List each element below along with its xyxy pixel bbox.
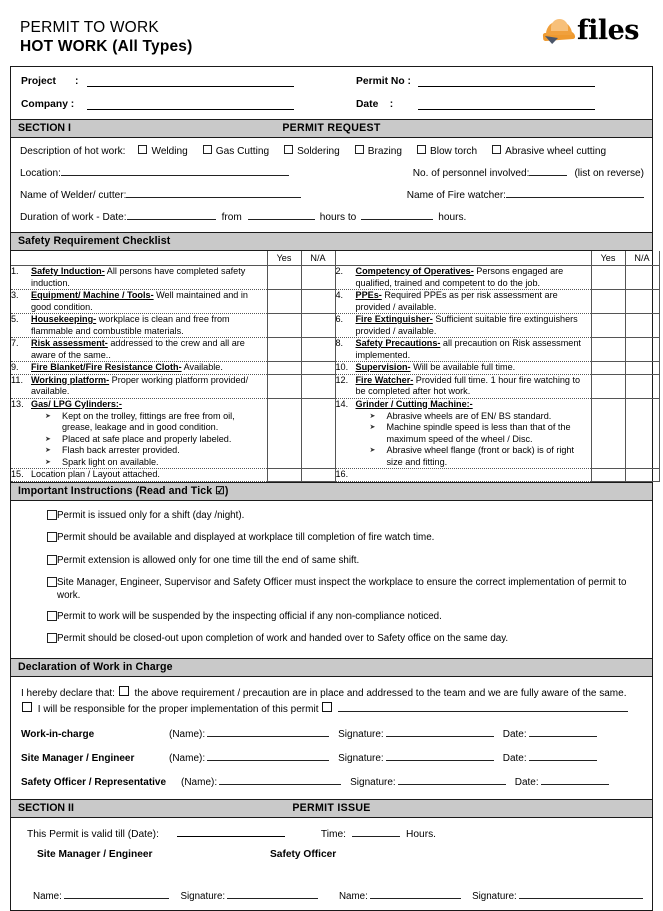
checkbox-icon[interactable] [417, 145, 426, 154]
checklist-yes-right-7[interactable] [591, 469, 625, 482]
name-label: (Name): [169, 752, 206, 764]
safety-officer-date-input[interactable] [541, 774, 609, 785]
header-blank-left [11, 251, 267, 266]
item-number: 12. [335, 374, 349, 385]
instruction-checkbox[interactable] [21, 633, 57, 648]
item-text [356, 399, 589, 469]
duration-row [20, 209, 644, 223]
fire-watcher-name-input[interactable] [506, 187, 644, 198]
checklist-na-left-5[interactable] [301, 374, 335, 398]
work-type-blow-torch[interactable] [417, 145, 477, 157]
personnel-label: No. of personnel involved: [412, 168, 530, 179]
checklist-yes-left-4[interactable] [267, 362, 301, 375]
issue-safety-officer-signature-input[interactable] [519, 888, 643, 899]
work-type-label: Brazing [367, 146, 402, 157]
item-keyword: Risk assessment- [31, 338, 108, 348]
checklist-na-right-0[interactable] [625, 266, 659, 290]
item-keyword: Working platform- [31, 374, 110, 385]
role-site-manager-engineer: Site Manager / Engineer [37, 848, 153, 860]
checkbox-icon[interactable] [22, 702, 32, 712]
section-1-title: PERMIT REQUEST [282, 122, 381, 134]
safety-officer-name-input[interactable] [219, 774, 341, 785]
checklist-item-right-0 [335, 266, 591, 290]
checklist-item-right-3 [335, 338, 591, 362]
item-number: 1. [11, 266, 19, 276]
instruction-item [21, 611, 642, 626]
checklist-item-left-4 [11, 362, 267, 375]
date-label: Date: [514, 776, 539, 788]
item-number: 2. [335, 266, 344, 276]
safety-officer-signature-input[interactable] [398, 774, 506, 785]
name-label: (Name): [169, 728, 206, 740]
project-label: Project [21, 76, 56, 87]
checklist-item-left-2 [11, 314, 267, 338]
signature-label: Signature: [180, 890, 226, 902]
checkbox-icon[interactable] [138, 145, 147, 154]
permit-form [10, 66, 653, 911]
description-label: Description of hot work: [20, 146, 126, 157]
checklist-item-right-6 [335, 398, 591, 469]
duration-label: Duration of work - Date: [20, 212, 127, 223]
item-number: 16. [335, 469, 349, 480]
brand-logo [542, 16, 639, 46]
name-label: (Name): [181, 776, 218, 788]
signature-label: Signature: [472, 890, 517, 902]
project-colon: : [75, 76, 79, 87]
item-keyword: Competency of Operatives- [355, 266, 474, 276]
site-manager-date-input[interactable] [529, 750, 597, 761]
company-label: Company : [21, 99, 75, 110]
item-number: 5. [11, 314, 19, 324]
checklist-yes-left-0[interactable] [267, 266, 301, 290]
role-label: Safety Officer / Representative [21, 776, 167, 788]
checklist-na-right-2[interactable] [625, 314, 659, 338]
duration-hours-label: hours. [438, 212, 467, 223]
work-in-charge-date-input[interactable] [529, 726, 597, 737]
hot-work-types-row [20, 145, 644, 157]
checklist-yes-left-5[interactable] [267, 374, 301, 398]
checklist-na-left-3[interactable] [301, 338, 335, 362]
checkbox-icon[interactable] [284, 145, 293, 154]
checklist-na-left-4[interactable] [301, 362, 335, 375]
instruction-item [21, 577, 642, 602]
permit-request-body [11, 138, 652, 232]
item-text: Housekeeping- workplace is clean and free from flammable and combustible materials. [31, 314, 230, 336]
checklist-yes-left-2[interactable] [267, 314, 301, 338]
item-keyword: Safety Precautions- [355, 338, 441, 348]
checkbox-icon[interactable] [355, 145, 364, 154]
checkbox-icon[interactable] [492, 145, 501, 154]
checklist-item-left-6 [11, 398, 267, 469]
item-keyword: Equipment/ Machine / Tools- [31, 290, 154, 300]
date-label [356, 99, 418, 110]
date-colon: : [389, 99, 394, 110]
table-row [11, 290, 659, 314]
checkbox-icon[interactable] [119, 686, 129, 696]
item-sub-bullet: ➤ Abrasive wheel flange (front or back) is of right size and fitting. [370, 445, 589, 468]
checklist-item-left-7 [11, 469, 267, 482]
welder-label: Name of Welder/ cutter: [20, 190, 127, 201]
duration-date-input[interactable] [127, 209, 216, 220]
section-1-band [11, 119, 652, 138]
section-2-title: PERMIT ISSUE [292, 801, 371, 814]
personnel-note: (list on reverse) [574, 168, 644, 179]
header-na-left: N/A [301, 251, 335, 266]
duration-from-input[interactable] [248, 209, 315, 220]
item-text: Fire Blanket/Fire Resistance Cloth- Available. [31, 362, 223, 372]
instruction-text: Site Manager, Engineer, Supervisor and Safety Officer must inspect the workplace to ensure the correct implementation of permit to work. [57, 577, 627, 601]
item-sub-list [356, 411, 589, 468]
checklist-na-left-2[interactable] [301, 314, 335, 338]
item-number: 11. [11, 374, 23, 385]
checklist-na-right-6[interactable] [625, 398, 659, 469]
signature-row-safety-officer [21, 774, 643, 788]
checkbox-icon[interactable] [47, 577, 57, 587]
header-yes-right: Yes [591, 251, 625, 266]
declaration-body [11, 677, 652, 799]
instruction-text: Permit should be available and displayed at workplace till completion of fire watch time. [57, 532, 435, 544]
checklist-yes-right-6[interactable] [591, 398, 625, 469]
work-type-label: Abrasive wheel cutting [505, 146, 607, 157]
instruction-item [21, 532, 642, 547]
item-keyword: Housekeeping- [31, 314, 97, 324]
checkbox-icon[interactable] [47, 555, 57, 565]
role-label: Site Manager / Engineer [21, 752, 135, 764]
item-keyword: Fire Extinguisher- [355, 314, 433, 324]
header-blank-right [335, 251, 591, 266]
item-sub-list [31, 411, 265, 468]
duration-hours-to-label: hours to [319, 212, 357, 223]
item-number: 15. [11, 469, 24, 480]
safety-requirement-checklist-table [11, 251, 660, 482]
hours-label: Hours. [406, 828, 437, 840]
table-row [11, 338, 659, 362]
instruction-text: Permit to work will be suspended by the inspecting official if any non-compliance noticed. [57, 610, 442, 622]
checkbox-icon[interactable] [47, 633, 57, 643]
declaration-intro: I hereby declare that: [21, 687, 115, 699]
signature-label: Signature: [350, 776, 396, 788]
personnel-count-input[interactable] [529, 165, 567, 176]
item-text: Equipment/ Machine / Tools- Well maintained and in good condition. [31, 290, 248, 312]
hard-hat-icon [542, 16, 576, 46]
instruction-checkbox[interactable] [21, 577, 57, 602]
instruction-text: Permit is issued only for a shift (day /night). [57, 509, 245, 521]
table-row [11, 362, 659, 375]
item-number: 8. [335, 338, 344, 348]
company-row [21, 98, 644, 110]
instructions-body [11, 501, 652, 658]
checklist-yes-left-1[interactable] [267, 290, 301, 314]
location-input[interactable] [61, 165, 289, 176]
table-row [11, 266, 659, 290]
checklist-item-left-1 [11, 290, 267, 314]
fire-watcher-label: Name of Fire watcher: [406, 190, 506, 201]
item-text: Safety Induction- All persons have completed safety induction. [31, 266, 246, 288]
checklist-item-left-5 [11, 374, 267, 398]
table-row [11, 398, 659, 469]
work-type-label: Soldering [297, 146, 340, 157]
top-fields-block [11, 67, 652, 119]
location-row [20, 165, 644, 179]
date-label: Date: [502, 728, 527, 740]
work-in-charge-name-input[interactable] [207, 726, 329, 737]
checklist-item-right-2 [335, 314, 591, 338]
item-number: 4. [335, 290, 344, 300]
instruction-item [21, 633, 642, 648]
declaration-clause-1: the above requirement / precaution are in place and addressed to the team and we are fully aware of the same. [134, 687, 627, 699]
issue-safety-officer-name-input[interactable] [370, 888, 461, 899]
item-number: 7. [11, 338, 19, 348]
item-keyword: Safety Induction- [31, 266, 105, 276]
checklist-item-right-5 [335, 374, 591, 398]
item-text: Supervision- Will be available full time. [355, 362, 516, 372]
instructions-band: Important Instructions (Read and Tick ☑) [11, 482, 652, 501]
item-text: Safety Precautions- all precaution on Risk assessment implemented. [355, 338, 581, 360]
item-number: 6. [335, 314, 344, 324]
checklist-na-right-3[interactable] [625, 338, 659, 362]
permit-no-input[interactable] [418, 75, 595, 87]
checklist-na-left-6[interactable] [301, 398, 335, 469]
location-label: Location: [20, 168, 61, 179]
work-type-brazing[interactable] [355, 145, 402, 157]
work-in-charge-signature-input[interactable] [386, 726, 494, 737]
declaration-paragraph [21, 686, 643, 717]
item-keyword: PPEs- [355, 290, 382, 300]
instruction-item [21, 510, 642, 525]
instruction-item [21, 555, 642, 570]
welder-row [20, 187, 644, 201]
duration-to-input[interactable] [361, 209, 433, 220]
checkbox-icon[interactable] [47, 510, 57, 520]
valid-till-date-input[interactable] [177, 824, 285, 837]
checklist-yes-right-3[interactable] [591, 338, 625, 362]
name-label: Name: [338, 890, 368, 902]
instruction-checkbox[interactable] [21, 555, 57, 570]
logo-wordmark: files [576, 15, 639, 46]
date-input[interactable] [418, 98, 595, 110]
item-sub-bullet: ➤ Machine spindle speed is less than that of the maximum speed of the wheel / Disc. [370, 422, 589, 445]
item-number: 13. [11, 398, 24, 409]
project-row [21, 75, 644, 87]
duration-from-label: from [221, 212, 242, 223]
header-yes-left: Yes [267, 251, 301, 266]
item-keyword: Fire Blanket/Fire Resistance Cloth- [31, 362, 182, 372]
signature-row-work-in-charge [21, 726, 643, 740]
checklist-yes-left-7[interactable] [267, 469, 301, 482]
item-text [31, 399, 265, 469]
header-na-right: N/A [625, 251, 659, 266]
site-manager-signature-input[interactable] [386, 750, 494, 761]
date-label-text: Date [356, 99, 379, 110]
item-text: Location plan / Layout attached. [31, 469, 160, 480]
instruction-text: Permit should be closed-out upon completion of work and handed over to Safety office on the same day. [57, 633, 509, 645]
item-text: Competency of Operatives- Persons engaged are qualified, trained and competent to do the job. [355, 266, 564, 288]
role-label: Work-in-charge [21, 728, 95, 740]
work-type-label: Welding [151, 146, 188, 157]
work-type-label: Blow torch [429, 146, 478, 157]
item-sub-bullet: ➤ Placed at safe place and properly labeled. [45, 434, 265, 445]
section-2-band [11, 799, 652, 818]
page-title-line2: HOT WORK (All Types) [20, 38, 193, 55]
work-type-gas-cutting[interactable] [203, 145, 269, 157]
checklist-na-left-0[interactable] [301, 266, 335, 290]
item-keyword: Gas/ LPG Cylinders:- [31, 398, 122, 409]
valid-till-label: This Permit is valid till (Date): [27, 828, 159, 840]
work-type-soldering[interactable] [284, 145, 340, 157]
item-keyword: Grinder / Cutting Machine:- [355, 398, 473, 409]
table-row [11, 314, 659, 338]
permit-no-label: Permit No : [356, 76, 411, 87]
checklist-na-right-4[interactable] [625, 362, 659, 375]
section-2-label: SECTION II [18, 801, 74, 814]
item-sub-bullet: ➤ Kept on the trolley, fittings are free from oil, grease, leakage and in good condition. [45, 411, 265, 434]
checklist-item-right-4 [335, 362, 591, 375]
declaration-band: Declaration of Work in Charge [11, 658, 652, 677]
item-number: 10. [335, 362, 349, 372]
checklist-header-row [11, 251, 659, 266]
table-row [11, 374, 659, 398]
issue-site-manager-signature-input[interactable] [227, 888, 318, 899]
instruction-checkbox[interactable] [21, 510, 57, 525]
item-number: 9. [11, 362, 19, 372]
checklist-item-left-3 [11, 338, 267, 362]
checkbox-icon[interactable] [47, 532, 57, 542]
checklist-yes-right-0[interactable] [591, 266, 625, 290]
table-row [11, 469, 659, 482]
checklist-na-right-7[interactable] [625, 469, 659, 482]
item-number: 14. [335, 398, 349, 409]
time-label: Time: [320, 828, 346, 840]
instruction-text: Permit extension is allowed only for one time till the end of same shift. [57, 554, 360, 566]
project-input[interactable] [87, 75, 294, 87]
checklist-na-right-5[interactable] [625, 374, 659, 398]
checklist-yes-right-2[interactable] [591, 314, 625, 338]
item-number: 3. [11, 290, 19, 300]
signature-label: Signature: [338, 728, 384, 740]
checklist-band: Safety Requirement Checklist [11, 232, 652, 251]
page-title-line1: PERMIT TO WORK [20, 19, 159, 36]
instruction-checkbox[interactable] [21, 532, 57, 547]
checklist-item-left-0 [11, 266, 267, 290]
checkbox-icon[interactable] [47, 611, 57, 621]
validity-row [27, 824, 643, 840]
checklist-na-right-1[interactable] [625, 290, 659, 314]
document-header [10, 14, 653, 66]
checklist-yes-right-5[interactable] [591, 374, 625, 398]
checklist-item-right-7 [335, 469, 591, 482]
signature-label: Signature: [338, 752, 384, 764]
instruction-checkbox[interactable] [21, 611, 57, 626]
welder-name-input[interactable] [126, 187, 301, 198]
item-sub-bullet: ➤ Abrasive wheels are of EN/ BS standard. [370, 411, 589, 422]
item-text: Fire Watcher- Provided full time. 1 hour fire watching to be completed after hot work. [355, 374, 581, 396]
checkbox-icon[interactable] [322, 702, 332, 712]
role-safety-officer: Safety Officer [270, 848, 337, 860]
date-label: Date: [502, 752, 527, 764]
checklist-yes-right-1[interactable] [591, 290, 625, 314]
site-manager-name-input[interactable] [207, 750, 329, 761]
section-1-label: SECTION I [18, 122, 71, 134]
name-label: Name: [33, 890, 62, 902]
checklist-yes-left-3[interactable] [267, 338, 301, 362]
work-type-abrasive-wheel-cutting[interactable] [492, 145, 606, 157]
item-keyword: Fire Watcher- [355, 374, 414, 385]
work-type-welding[interactable] [138, 145, 187, 157]
checklist-na-left-7[interactable] [301, 469, 335, 482]
item-sub-bullet: ➤ Spark light on available. [45, 457, 265, 468]
item-text: Working platform- Proper working platform provided/ available. [31, 374, 249, 396]
item-text: Fire Extinguisher- Sufficient suitable fire extinguishers provided / available. [355, 314, 578, 336]
issue-site-manager-name-input[interactable] [64, 888, 169, 899]
time-input[interactable] [352, 826, 400, 837]
company-input[interactable] [87, 98, 294, 110]
item-keyword: Supervision- [355, 362, 411, 372]
permit-issue-roles [27, 849, 643, 860]
checklist-item-right-1 [335, 290, 591, 314]
checklist-na-left-1[interactable] [301, 290, 335, 314]
permit-issue-body [11, 818, 652, 910]
checklist-yes-left-6[interactable] [267, 398, 301, 469]
item-text: PPEs- Required PPEs as per risk assessment are provided / available. [355, 290, 558, 312]
work-type-label: Gas Cutting [215, 146, 270, 157]
checklist-yes-right-4[interactable] [591, 362, 625, 375]
item-text: Risk assessment- addressed to the crew and all are aware of the same.. [31, 338, 245, 360]
declaration-other-input[interactable] [338, 701, 628, 712]
declaration-clause-2: I will be responsible for the proper implementation of this permit [37, 703, 319, 715]
checkbox-icon[interactable] [203, 145, 212, 154]
signature-row-site-manager [21, 750, 643, 764]
item-sub-bullet: ➤ Flash back arrester provided. [45, 445, 265, 456]
